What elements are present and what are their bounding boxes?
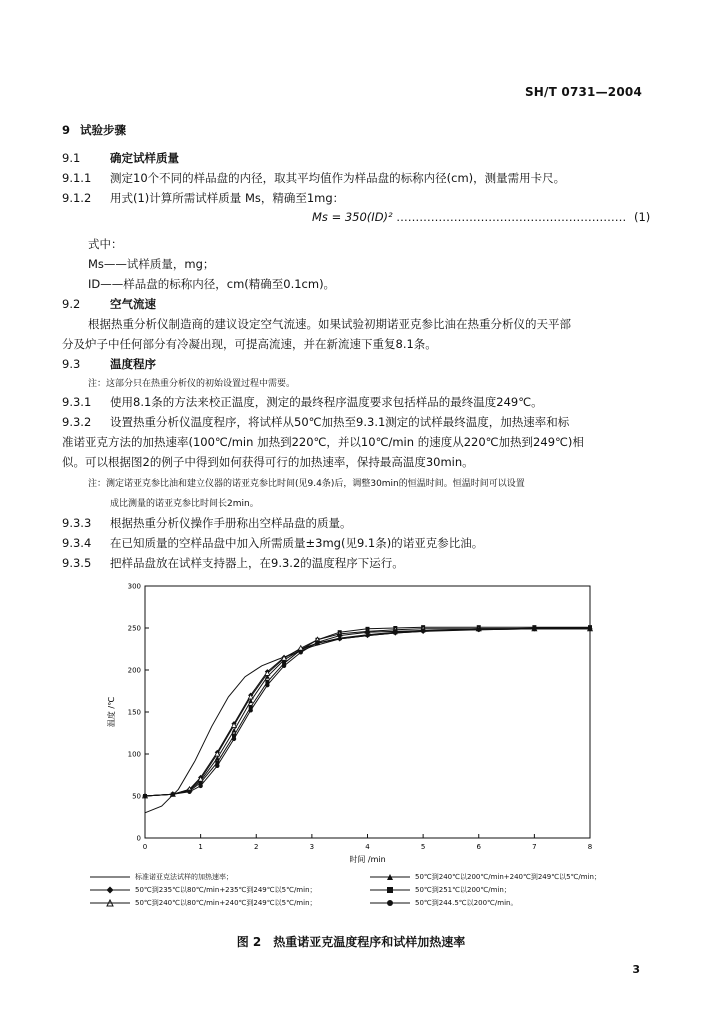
data-point-marker (532, 627, 536, 631)
formula-1 (312, 210, 650, 224)
series-line (145, 629, 590, 796)
legend-swatch-triangle (370, 873, 410, 881)
data-point-marker (282, 664, 286, 668)
section-number: 9 (62, 123, 71, 137)
clause-9-3-2-line3: 似。可以根据图2的例子中得到如何获得可行的加热速率，保持最高温度30min。 (62, 455, 474, 469)
legend-item (90, 898, 350, 908)
series-3 (143, 625, 592, 798)
legend-label: 标准诺亚克法试样的加热速率； (135, 873, 233, 881)
clause-9-1-1 (62, 170, 565, 186)
data-point-marker (588, 627, 592, 631)
series-0 (145, 628, 590, 813)
clause-text: 设置热重分析仪温度程序，将试样从50℃加热至9.3.1测定的试样最终温度，加热速率和标 (110, 415, 570, 429)
clause-9-1 (62, 150, 179, 166)
clause-number: 9.1 (62, 151, 81, 165)
x-tick-label: 8 (587, 843, 593, 851)
legend-swatch-diamond (90, 886, 130, 894)
x-tick-label: 7 (532, 843, 537, 851)
variable-ms: Ms——试样质量，mg； (88, 257, 215, 271)
data-point-marker (315, 640, 319, 644)
legend-item (370, 885, 630, 895)
legend-label: 50℃到235℃以80℃/min+235℃到249℃以5℃/min； (135, 886, 317, 894)
data-point-marker (299, 650, 303, 654)
clause-9-2-text-1: 根据热重分析仪制造商的建议设定空气流速。如果试验初期诺亚克参比油在热重分析仪的天平部 (88, 317, 571, 331)
clause-number: 9.1.2 (62, 191, 92, 205)
data-point-marker (232, 737, 236, 741)
series-line (145, 628, 590, 813)
x-tick-label: 4 (365, 843, 370, 851)
legend-item (90, 885, 350, 895)
data-point-marker (198, 784, 202, 788)
legend-label: 50℃到251℃以200℃/min； (415, 886, 511, 894)
clause-number: 9.3.4 (62, 536, 92, 550)
x-tick-label: 2 (254, 843, 259, 851)
legend-swatch-triangle-up (90, 899, 130, 907)
plot-frame (145, 586, 590, 838)
clause-text: 用式(1)计算所需试样质量 Ms，精确至1mg： (110, 191, 345, 205)
legend-swatch-plain (90, 873, 130, 881)
data-point-marker (171, 792, 175, 796)
data-point-marker (143, 794, 147, 798)
page-number: 3 (632, 963, 640, 976)
data-point-marker (337, 633, 341, 637)
series-line (145, 629, 590, 796)
y-axis-label: 温度 /℃ (107, 696, 116, 728)
x-tick-label: 5 (420, 843, 426, 851)
clause-9-1-2 (62, 190, 344, 206)
series-line (145, 627, 590, 796)
series-2 (142, 626, 592, 798)
figure-2-chart (100, 578, 620, 868)
data-point-marker (187, 790, 191, 794)
clause-number: 9.3.2 (62, 415, 92, 429)
clause-9-3-note: 注：这部分只在热重分析仪的初始设置过程中需要。 (88, 379, 296, 389)
legend-item (90, 872, 350, 882)
y-tick-label: 200 (127, 666, 141, 675)
data-point-marker (215, 764, 219, 768)
chart-legend (90, 872, 630, 908)
clause-9-2 (62, 296, 156, 312)
clause-9-3-5 (62, 555, 404, 571)
x-tick-label: 6 (476, 843, 481, 851)
clause-9-3-4 (62, 535, 483, 551)
chart-series (142, 625, 592, 813)
data-point-marker (477, 627, 481, 631)
data-point-marker (265, 683, 269, 687)
clause-text: 使用8.1条的方法来校正温度，测定的最终程序温度要求包括样品的最终温度249℃。 (110, 395, 543, 409)
section-heading (62, 122, 126, 138)
series-line (145, 629, 590, 796)
clause-text: 把样品盘放在试样支持器上，在9.3.2的温度程序下运行。 (110, 556, 404, 570)
clause-number: 9.1.1 (62, 171, 92, 185)
clause-title: 空气流速 (110, 297, 156, 311)
y-tick-label: 300 (127, 582, 141, 591)
legend-item (370, 898, 630, 908)
series-line (145, 629, 590, 796)
clause-number: 9.2 (62, 297, 81, 311)
series-5 (143, 627, 592, 799)
clause-number: 9.3.5 (62, 556, 92, 570)
data-point-marker (393, 629, 397, 633)
y-tick-label: 150 (127, 708, 141, 717)
legend-swatch-square (370, 886, 410, 894)
where-label: 式中： (88, 237, 123, 251)
clause-9-3-2-note-2: 成比测量的诺亚克参比时间长2min。 (110, 499, 259, 509)
x-tick-label: 3 (309, 843, 315, 851)
clause-number: 9.3.3 (62, 516, 92, 530)
clause-9-3-2-line2: 准诺亚克方法的加热速率(100℃/min 加热到220℃，并以10℃/min 的速度从220℃加热到249℃)相 (62, 435, 584, 449)
clause-9-3-2 (62, 414, 569, 430)
x-axis-label: 时间 /min (349, 855, 386, 864)
series-4 (143, 626, 593, 798)
clause-text: 测定10个不同的样品盘的内径，取其平均值作为样品盘的标称内径(cm)，测量需用卡尺。 (110, 171, 566, 185)
standard-code: SH/T 0731—2004 (524, 85, 642, 99)
clause-9-2-text-2: 分及炉子中任何部分有冷凝出现，可提高流速，并在新流速下重复8.1条。 (62, 337, 437, 351)
clause-title: 确定试样质量 (110, 151, 179, 165)
legend-label: 50℃到240℃以200℃/min+240℃到249℃以5℃/min； (415, 873, 601, 881)
y-tick-label: 50 (132, 792, 141, 801)
clause-text: 根据热重分析仪操作手册称出空样品盘的质量。 (110, 516, 352, 530)
y-tick-label: 250 (127, 624, 141, 633)
data-point-marker (248, 708, 252, 712)
series-1 (143, 626, 593, 798)
clause-9-3-1 (62, 394, 543, 410)
y-tick-label: 100 (127, 750, 141, 759)
formula-leader: …………………………………………………… (396, 210, 627, 224)
section-title: 试验步骤 (80, 123, 126, 137)
clause-number: 9.3.1 (62, 395, 92, 409)
clause-number: 9.3 (62, 357, 81, 371)
chart-axes (128, 583, 593, 852)
legend-label: 50℃到244.5℃以200℃/min。 (415, 899, 518, 907)
legend-label: 50℃到240℃以80℃/min+240℃到249℃以5℃/min； (135, 899, 317, 907)
clause-title: 温度程序 (110, 357, 156, 371)
clause-text: 在已知质量的空样品盘中加入所需质量±3mg(见9.1条)的诺亚克参比油。 (110, 536, 484, 550)
variable-id: ID——样品盘的标称内径，cm(精确至0.1cm)。 (88, 277, 336, 291)
data-point-marker (365, 630, 369, 634)
y-tick-label: 0 (136, 834, 141, 843)
legend-item (370, 872, 630, 882)
formula-number: (1) (633, 210, 651, 224)
clause-9-3-2-note-1: 注：测定诺亚克参比油和建立仪器的诺亚克参比时间(见9.4条)后，调整30min的恒温时间。恒温时间可以设置 (88, 479, 525, 489)
clause-9-3-3 (62, 515, 352, 531)
clause-9-3 (62, 356, 156, 372)
chart-svg (100, 578, 620, 868)
data-point-marker (421, 628, 425, 632)
formula-expression: Ms = 350(ID)² (312, 210, 393, 224)
legend-swatch-circle (370, 899, 410, 907)
x-tick-label: 1 (198, 843, 203, 851)
x-tick-label: 0 (142, 843, 148, 851)
figure-caption: 图 2 热重诺亚克温度程序和试样加热速率 (236, 935, 466, 949)
